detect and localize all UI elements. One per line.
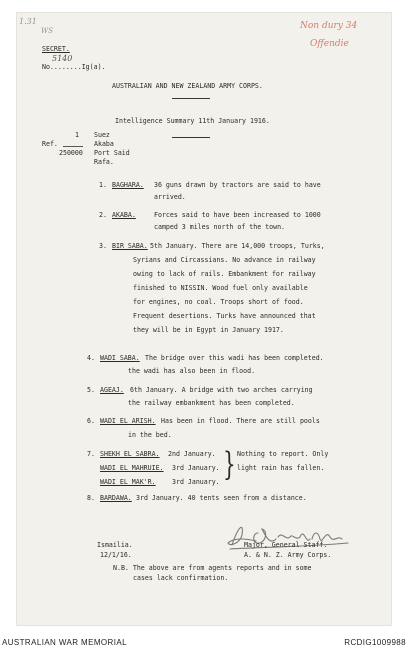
ref-sheet-name: Suez <box>94 131 110 139</box>
item-place: BIR SABA. <box>112 242 148 250</box>
item-place: WADI EL ARISH. <box>100 417 156 425</box>
item-line: The bridge over this wadi has been completed. <box>145 354 324 362</box>
item-line: finished to NISSIN. Wood fuel only available <box>133 284 308 292</box>
item7-note-line: light rain has fallen. <box>237 464 325 472</box>
item-place: WADI SABA. <box>100 354 140 362</box>
footer-credit: AUSTRALIAN WAR MEMORIAL <box>2 638 127 647</box>
item-line: for engines, no coal. Troops short of food. <box>133 298 304 306</box>
item-line: Has been in flood. There are still pools <box>161 417 320 425</box>
item-line: Forces said to have been increased to 1000 <box>154 211 321 219</box>
item-number: 4. <box>87 354 95 362</box>
item-line: owing to lack of rails. Embankment for railway <box>133 270 316 278</box>
item-line: camped 3 miles north of the town. <box>154 223 286 231</box>
item-place: SHEKH EL SABRA. <box>100 450 160 458</box>
item-line: the railway embankment has been completed. <box>128 399 295 407</box>
annotation-top-right-2: Offendie <box>310 39 349 49</box>
item-place: WADI EL MAHRUIE. <box>100 464 164 472</box>
item-place: AGEAJ. <box>100 386 124 394</box>
footer-record-id: RCDIG1009988 <box>344 638 406 647</box>
annotation-top-right-1: Non dury 34 <box>300 21 358 31</box>
item-number: 2. <box>99 211 107 219</box>
item-line: 36 guns drawn by tractors are said to have <box>154 181 321 189</box>
item-line: the wadi has also been in flood. <box>128 367 256 375</box>
secrecy-mark: SECRET. <box>42 45 70 53</box>
organisation-heading: AUSTRALIAN AND NEW ZEALAND ARMY CORPS. <box>112 82 263 90</box>
title-rule <box>172 137 210 138</box>
issue-place: Ismailia. <box>97 541 133 549</box>
ref-sheet-name: Port Said <box>94 149 130 157</box>
reference-number-handwritten: 5140 <box>52 54 73 63</box>
item-line: 3rd January. <box>172 478 220 486</box>
item-number: 6. <box>87 417 95 425</box>
item-line: in the bed. <box>128 431 172 439</box>
item-number: 5. <box>87 386 95 394</box>
signature-rank: Major, General Staff. <box>244 541 328 549</box>
issue-date: 12/1/16. <box>100 551 132 559</box>
annotation-top-left-initials: WS <box>41 27 53 35</box>
item-place: BARDAWA. <box>100 494 132 502</box>
item7-brace: } <box>223 444 236 484</box>
item-line: 3rd January. 40 tents seen from a distance. <box>136 494 307 502</box>
ref-blank <box>63 146 83 147</box>
ref-sheet-name: Akaba <box>94 140 114 148</box>
reference-number: No........Ig(a). <box>42 63 106 71</box>
item-place: BAGHARA. <box>112 181 144 189</box>
item-number: 7. <box>87 450 95 458</box>
item-line: 5th January. There are 14,000 troops, Turks, <box>150 242 325 250</box>
item7-note-line: Nothing to report. Only <box>237 450 329 458</box>
note-line: cases lack confirmation. <box>133 574 229 582</box>
item-line: 3rd January. <box>172 464 220 472</box>
item-place: WADI EL MAK'R. <box>100 478 156 486</box>
item-place: AKABA. <box>112 211 136 219</box>
item-number: 8. <box>87 494 95 502</box>
heading-rule <box>172 98 210 99</box>
signature-unit: A. & N. Z. Army Corps. <box>244 551 332 559</box>
ref-sheet-name: Rafa. <box>94 158 114 166</box>
annotation-top-left-number: 1.31 <box>19 17 37 26</box>
summary-title: Intelligence Summary 11th January 1916. <box>115 117 270 125</box>
item-line: arrived. <box>154 193 186 201</box>
item-line: Syrians and Circassians. No advance in railway <box>133 256 316 264</box>
item-line: they will be in Egypt in January 1917. <box>133 326 284 334</box>
item-number: 1. <box>99 181 107 189</box>
document-sheet <box>17 13 391 625</box>
ref-sheet-number: 1 <box>75 131 79 139</box>
item-line: 6th January. A bridge with two arches carrying <box>130 386 313 394</box>
item-line: 2nd January. <box>168 450 216 458</box>
ref-label: Ref. <box>42 140 58 148</box>
item-number: 3. <box>99 242 107 250</box>
note-line: N.B. The above are from agents reports and in some <box>113 564 312 572</box>
ref-scale: 250000 <box>59 149 83 157</box>
item-line: Frequent desertions. Turks have announced that <box>133 312 316 320</box>
